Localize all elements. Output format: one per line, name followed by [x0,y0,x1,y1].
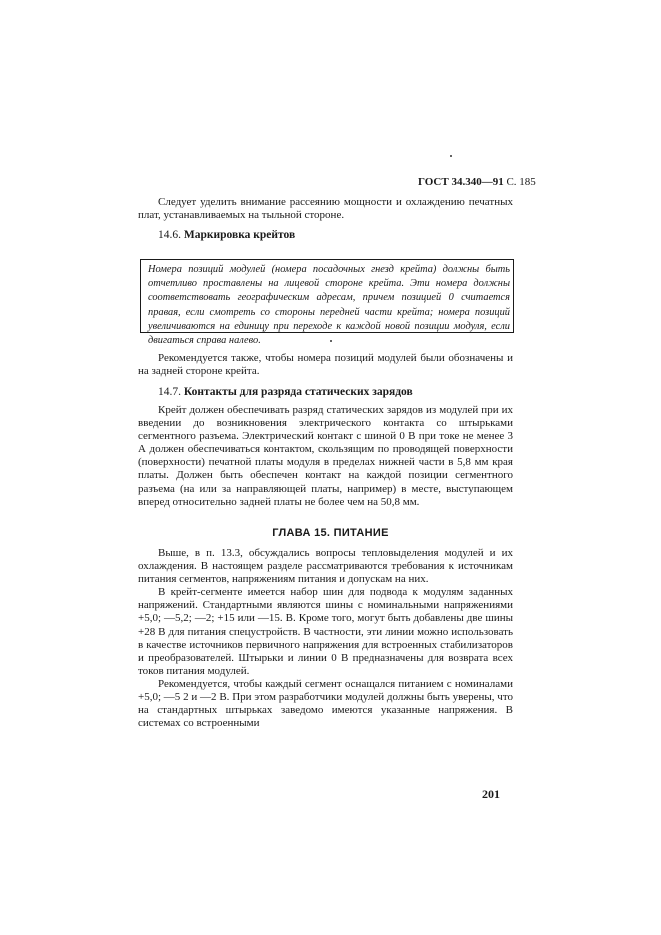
intro-paragraph-block [138,196,513,222]
section-14-6-heading [158,229,295,241]
page-header [418,176,536,188]
section-14-6-title: Маркировка крейтов [183,229,296,241]
scan-speck [330,340,332,342]
boxed-requirement [140,259,514,347]
section-14-6-number: 14.6. [158,229,181,241]
boxed-requirement-text: Номера позиций модулей (номера посадочных гнезд крейта) должны быть отчетливо проставлены на лицевой стороне крейта. Эти номера должны соответствовать географическим адресам, причем позицией 0 считается правая, если смотреть со стороны передней части крейта; номера позиций увеличиваются на единицу при переходе к каждой новой позиции модуля, если двигаться справа налево. [148,264,510,347]
chapter-title: ГЛАВА 15. ПИТАНИЕ [272,527,389,539]
section-14-7-heading [158,386,413,398]
chapter-paragraph-3: Рекомендуется, чтобы каждый сегмент оснащался питанием с номиналами +5,0; —5 2 и —2 В. При этом разработчики модулей должны быть уверены, что на стандартных штырьках заведомо имеются указанные напряжения. В системах со встроенными [138,677,513,730]
section-14-7-number: 14.7. [158,386,181,398]
section-14-7-paragraph: Крейт должен обеспечивать разряд статических зарядов из модулей при их введении до возникновения электрического контакта со штырьками сегментного разъема. Электрический контакт с шиной 0 В при токе не менее 3 А должен обеспечиваться контактом, скользящим по проводящей поверхности (поверхности) печатной платы модуля в пределах нижней части в 5,8 мм края платы. Должен быть обеспечен контакт на каждой позиции сегментного разъема (на или за направляющей платы, например) в месте, выступающем вперед относительно задней платы не более чем на 50,8 мм. [138,404,513,508]
page-number: 201 [482,787,500,801]
section-14-7-body [138,404,513,509]
section-14-7-title: Контакты для разряда статических зарядов [183,386,413,398]
header-page-label: С. 185 [506,176,536,188]
standard-number: ГОСТ 34.340—91 [418,176,504,188]
chapter-body [138,547,513,730]
chapter-paragraph-1: Выше, в п. 13.3, обсуждались вопросы тепловыделения модулей и их охлаждения. В настоящем разделе рассматриваются требования к источникам питания сегментов, напряжениям питания и допускам на них. [138,547,513,586]
intro-paragraph: Следует уделить внимание рассеянию мощности и охлаждению печатных плат, устанавливаемых на тыльной стороне. [138,196,513,222]
section-14-6-after-block [138,352,513,378]
section-14-6-after-paragraph: Рекомендуется также, чтобы номера позиций модулей были обозначены и на задней стороне крейта. [138,352,513,378]
chapter-paragraph-2: В крейт-сегменте имеется набор шин для подвода к модулям заданных напряжений. Стандартными являются шины с номинальными напряжениями +5,0; —5,2; —2; +15 или —15. В. Кроме того, могут быть добавлены две шины +28 В для питания спецустройств. В частности, эти линии можно использовать в качестве источников первичного напряжения для встроенных стабилизаторов и преобразователей. Штырьки и линии 0 В предназначены для возврата всех токов питания модулей. [138,586,513,677]
scan-speck [450,155,452,157]
